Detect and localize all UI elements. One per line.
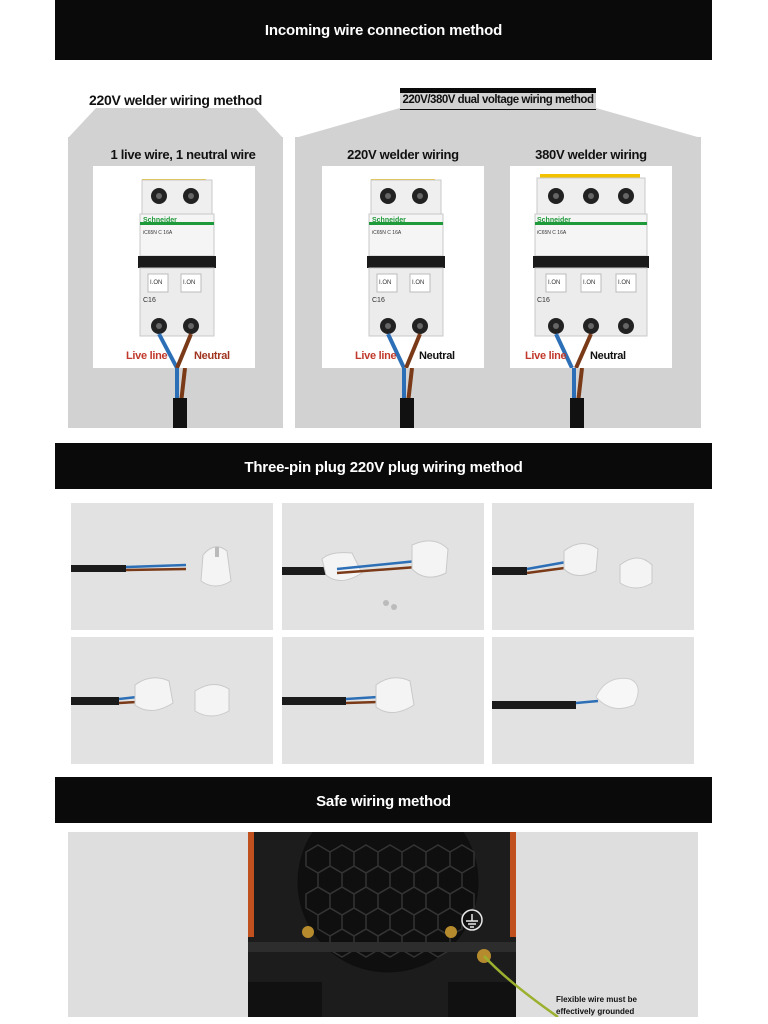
welder-machine-image: [68, 832, 698, 1017]
welder220-live-label: Live line: [126, 350, 168, 362]
breaker-model: iC65N C 16A: [372, 230, 402, 236]
breaker-rating: C16: [537, 297, 550, 304]
welder-grounding-photo: [68, 832, 698, 1017]
breaker-switch-left: I.ON: [379, 280, 392, 286]
mount-screw-left: [302, 926, 314, 938]
welder220-neutral-label: Neutral: [194, 350, 230, 362]
breaker-card-220v-dual: [322, 166, 484, 368]
plug-step-3-photo: [492, 503, 694, 630]
welder220-subheading: 1 live wire, 1 neutral wire: [110, 147, 256, 162]
cable-380v: [562, 368, 592, 428]
dual-right-subheading: 380V welder wiring: [535, 147, 647, 162]
breaker-switch-right: I.ON: [183, 280, 196, 286]
breaker-model: iC65N C 16A: [537, 230, 567, 236]
breaker-switch-1: I.ON: [548, 280, 561, 286]
breaker-rating: C16: [372, 297, 385, 304]
plug-step-4-photo: [71, 637, 273, 764]
incoming-section-title: Incoming wire connection method: [264, 22, 503, 39]
cable-220v-dual: [392, 368, 422, 428]
mount-screw-right: [445, 926, 457, 938]
breaker-brand: Schneider: [537, 217, 571, 224]
left-panel-header-shape: [68, 108, 283, 138]
breaker-2pole-image: [322, 166, 484, 368]
dual-380v-neutral-label: Neutral: [590, 350, 626, 362]
breaker-2pole-image: [93, 166, 255, 368]
right-panel-header-shape: [295, 108, 701, 138]
breaker-cap: [540, 174, 640, 178]
dual-heading: 220V/380V dual voltage wiring method: [402, 94, 594, 106]
breaker-model: iC65N C 16A: [143, 230, 173, 236]
dual-220v-neutral-label: Neutral: [419, 350, 455, 362]
ground-note: [556, 994, 637, 1017]
plug-step-2-photo: [282, 503, 484, 630]
breaker-3pole-image: [510, 166, 672, 368]
plug-section-header: [55, 443, 712, 489]
dual-220v-live-label: Live line: [355, 350, 397, 362]
dual-left-subheading: 220V welder wiring: [347, 147, 459, 162]
breaker-switch-right: I.ON: [412, 280, 425, 286]
plug-step-1-photo: [71, 503, 273, 630]
ground-note-line2: effectively grounded: [556, 1007, 635, 1016]
plug-step-5-photo: [282, 637, 484, 764]
breaker-switch-left: I.ON: [150, 280, 163, 286]
ground-note-line1: Flexible wire must be: [556, 995, 637, 1004]
breaker-switch-2: I.ON: [583, 280, 596, 286]
breaker-rating: C16: [143, 297, 156, 304]
breaker-brand: Schneider: [143, 217, 177, 224]
plug-step-6-photo: [492, 637, 694, 764]
breaker-brand: Schneider: [372, 217, 406, 224]
breaker-card-380v: [510, 166, 672, 368]
plug-section-title: Three-pin plug 220V plug wiring method: [244, 459, 523, 476]
incoming-section-header: [55, 0, 712, 60]
welder220-heading: 220V welder wiring method: [89, 92, 262, 108]
safe-section-title: Safe wiring method: [316, 793, 451, 810]
breaker-switch-3: I.ON: [618, 280, 631, 286]
dual-380v-live-label: Live line: [525, 350, 567, 362]
safe-section-header: [55, 777, 712, 823]
breaker-body: [138, 179, 216, 368]
cable-220v-welder: [165, 368, 195, 428]
breaker-card-220v-welder: [93, 166, 255, 368]
